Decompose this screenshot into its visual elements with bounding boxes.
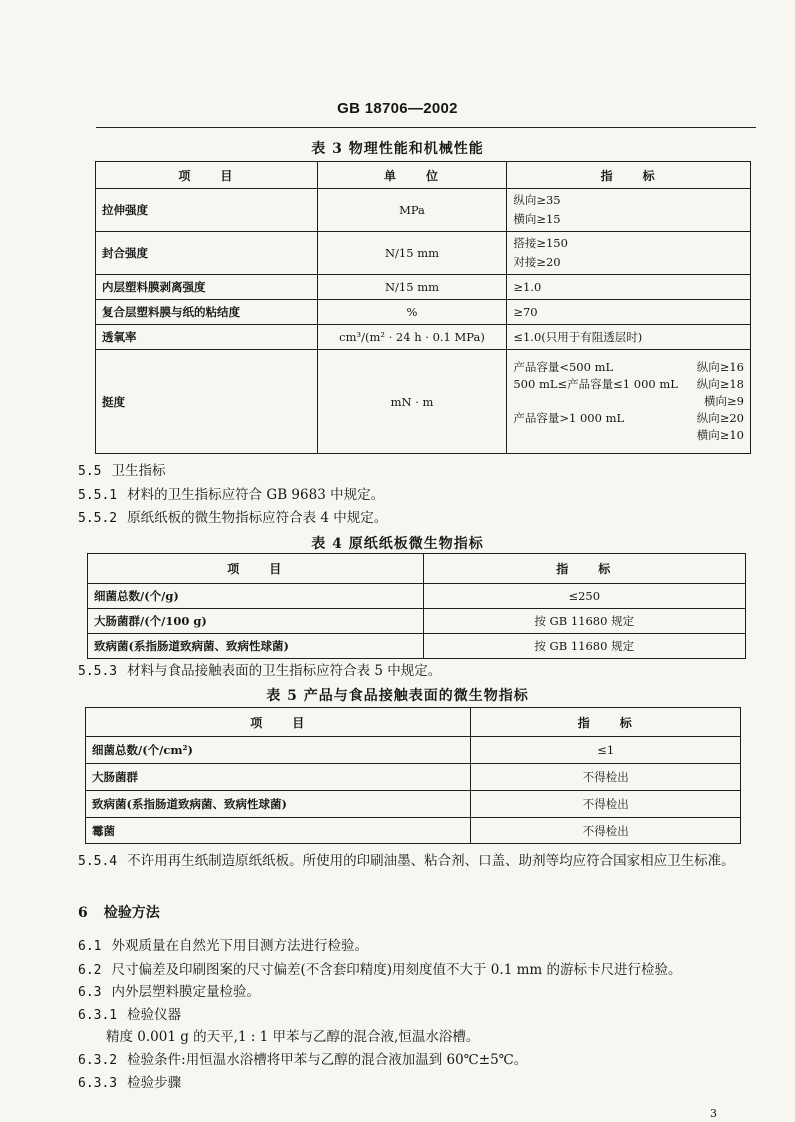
table-row [96,189,751,232]
list-item [513,376,744,393]
table3-value: 搭接≥150 [513,236,568,250]
clause-number: 5.5.4 [78,854,118,869]
list-item [513,427,744,444]
table5-value: 不得检出 [471,791,741,818]
stiffness-condition: 产品容量>1 000 mL [513,411,625,425]
clause-number: 6.3.1 [78,1008,118,1023]
section-6-heading [78,902,160,922]
table3-value: ≤1.0(只用于有阻透层时) [507,325,751,350]
table4-header-row [88,554,746,584]
clause-6-3-1 [78,1005,181,1026]
table3-header-value: 指 标 [507,162,751,189]
table-row [86,737,741,764]
clause-number: 6.3 [78,985,102,1000]
table5-caption: 表 5 产品与食品接触表面的微生物指标 [266,688,529,704]
table3-unit: N/15 mm [317,232,507,275]
table5-value: 不得检出 [471,764,741,791]
table5-value: ≤1 [471,737,741,764]
table5-value: 不得检出 [471,818,741,844]
clause-text: 原纸纸板的微生物指标应符合表 4 中规定。 [127,510,388,526]
clause-5-5-1 [78,485,384,506]
table4-value: ≤250 [423,584,746,609]
table-row [96,300,751,325]
clause-number: 5.5.1 [78,488,118,503]
clause-text: 检验步骤 [127,1075,182,1091]
table5 [85,707,741,844]
table3-item: 封合强度 [96,232,318,275]
clause-number: 6.3.3 [78,1076,118,1091]
table5-item: 霉菌 [86,818,471,844]
table4-header-value: 指 标 [423,554,746,584]
table5-item: 细菌总数/(个/cm²) [86,737,471,764]
stiffness-value: 横向≥9 [704,394,744,408]
document-code: GB 18706—2002 [337,100,458,117]
clause-5-5-4 [78,851,748,872]
table4-item: 致病菌(系指肠道致病菌、致病性球菌) [88,634,424,659]
table3-unit: cm³/(m² · 24 h · 0.1 MPa) [317,325,507,350]
table4 [87,553,746,659]
table-row [88,584,746,609]
clause-text: 不许用再生纸制造原纸纸板。所使用的印刷油墨、粘合剂、口盖、助剂等均应符合国家相应卫生标准。 [127,853,735,869]
table3-value: 纵向≥35 [513,193,561,207]
table4-header-item: 项 目 [88,554,424,584]
section-title: 检验方法 [103,905,160,921]
table3-unit: N/15 mm [317,275,507,300]
table4-value: 按 GB 11680 规定 [423,634,746,659]
table3 [95,161,751,454]
clause-5-5 [78,461,165,482]
clause-6-1 [78,936,368,957]
table4-item: 大肠菌群/(个/100 g) [88,609,424,634]
stiffness-value: 纵向≥18 [696,377,744,391]
clause-text: 材料的卫生指标应符合 GB 9683 中规定。 [127,487,385,503]
clause-5-5-3 [78,661,441,682]
table3-value: 横向≥15 [513,212,561,226]
table-row [96,275,751,300]
table-row [86,791,741,818]
table5-header-row [86,708,741,737]
table3-item: 复合层塑料膜与纸的粘结度 [96,300,318,325]
table3-header-unit: 单 位 [317,162,507,189]
clause-6-3-2 [78,1050,527,1071]
clause-text: 检验仪器 [127,1007,182,1023]
instrument-description: 精度 0.001 g 的天平,1 : 1 甲苯与乙醇的混合液,恒温水浴槽。 [106,1029,480,1045]
table5-header-item: 项 目 [86,708,471,737]
table3-unit: mN · m [317,350,507,454]
stiffness-condition: 产品容量<500 mL [513,360,614,374]
table-row [96,232,751,275]
clause-number: 6.3.2 [78,1053,118,1068]
stiffness-value: 纵向≥20 [696,411,744,425]
header-rule [96,127,756,128]
clause-text: 材料与食品接触表面的卫生指标应符合表 5 中规定。 [127,663,442,679]
clause-text: 尺寸偏差及印刷图案的尺寸偏差(不含套印精度)用刻度值不大于 0.1 mm 的游标卡尺进行检验。 [111,962,682,978]
clause-number: 5.5.3 [78,664,118,679]
list-item [513,359,744,376]
stiffness-value: 纵向≥16 [696,360,744,374]
table-row [86,764,741,791]
list-item [513,410,744,427]
clause-text: 外观质量在自然光下用目测方法进行检验。 [111,938,368,954]
clause-number: 5.5.2 [78,511,118,526]
section-number: 6 [78,905,88,921]
table3-header-row [96,162,751,189]
table3-item: 内层塑料膜剥离强度 [96,275,318,300]
table3-item: 拉伸强度 [96,189,318,232]
list-item [513,393,744,410]
page-number: 3 [710,1107,717,1120]
clause-number: 5.5 [78,464,102,479]
table4-value: 按 GB 11680 规定 [423,609,746,634]
table5-item: 致病菌(系指肠道致病菌、致病性球菌) [86,791,471,818]
table5-item: 大肠菌群 [86,764,471,791]
table3-unit: MPa [317,189,507,232]
table3-header-item: 项 目 [96,162,318,189]
table3-value: ≥70 [507,300,751,325]
clause-number: 6.1 [78,939,102,954]
table-row [86,818,741,844]
clause-text: 检验条件:用恒温水浴槽将甲苯与乙醇的混合液加温到 60℃±5℃。 [127,1052,528,1068]
table3-unit: % [317,300,507,325]
table3-value: ≥1.0 [507,275,751,300]
stiffness-value: 横向≥10 [696,428,744,442]
table-row [88,634,746,659]
clause-text: 内外层塑料膜定量检验。 [111,984,260,1000]
table-row [96,350,751,454]
table3-caption: 表 3 物理性能和机械性能 [311,141,484,157]
table3-item: 透氧率 [96,325,318,350]
stiffness-values [507,350,751,454]
table4-item: 细菌总数/(个/g) [88,584,424,609]
table4-caption: 表 4 原纸纸板微生物指标 [311,536,484,552]
clause-6-3-3 [78,1073,181,1094]
stiffness-condition: 500 mL≤产品容量≤1 000 mL [513,377,678,391]
table3-item: 挺度 [96,350,318,454]
table-row [96,325,751,350]
clause-6-2 [78,960,681,981]
clause-6-3 [78,982,260,1003]
table5-header-value: 指 标 [471,708,741,737]
clause-text: 卫生指标 [111,463,166,479]
table-row [88,609,746,634]
clause-number: 6.2 [78,963,102,978]
table3-value: 对接≥20 [513,255,561,269]
clause-5-5-2 [78,508,387,529]
